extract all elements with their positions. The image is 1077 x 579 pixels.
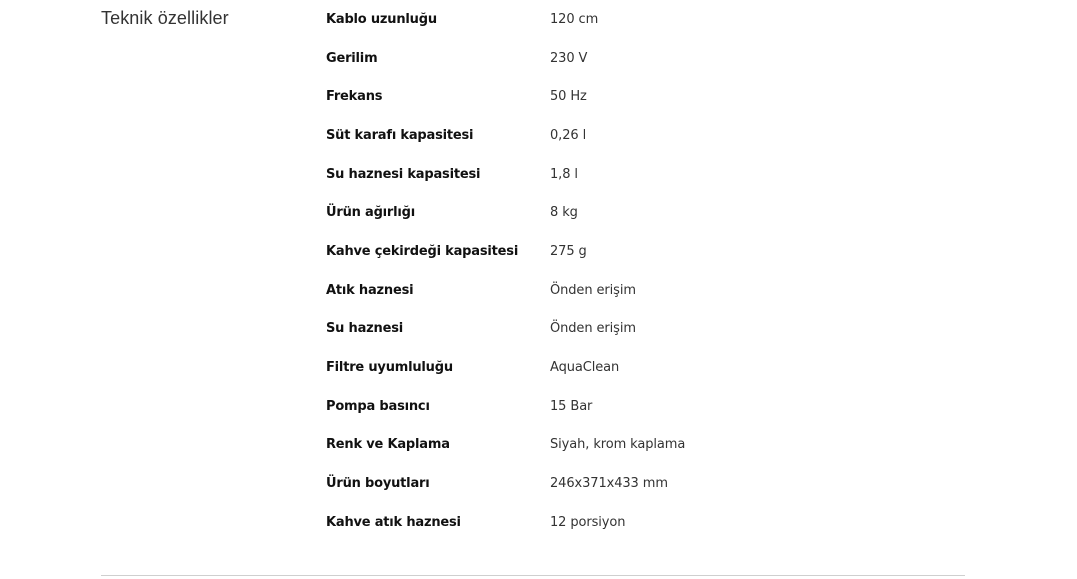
spec-row xyxy=(326,116,966,155)
spec-value: 246x371x433 mm xyxy=(550,476,668,492)
spec-label: Pompa basıncı xyxy=(326,398,430,414)
spec-label: Filtre uyumluluğu xyxy=(326,360,453,376)
spec-row xyxy=(326,0,966,39)
spec-label: Gerilim xyxy=(326,50,378,66)
spec-value: Önden erişim xyxy=(550,282,636,298)
spec-value: Önden erişim xyxy=(550,321,636,337)
spec-label: Kahve atık haznesi xyxy=(326,514,461,530)
spec-value: 8 kg xyxy=(550,205,578,221)
spec-row xyxy=(326,387,966,426)
spec-label: Su haznesi xyxy=(326,321,404,337)
spec-row xyxy=(326,77,966,116)
spec-label: Frekans xyxy=(326,89,383,105)
spec-label: Süt karafı kapasitesi xyxy=(326,127,474,143)
spec-row xyxy=(326,155,966,194)
spec-label: Ürün ağırlığı xyxy=(326,205,416,221)
spec-value: 230 V xyxy=(550,50,588,66)
spec-label: Renk ve Kaplama xyxy=(326,437,450,453)
spec-value: 1,8 l xyxy=(550,166,578,182)
spec-row xyxy=(326,271,966,310)
spec-row xyxy=(326,348,966,387)
spec-row xyxy=(326,426,966,465)
spec-value: Siyah, krom kaplama xyxy=(550,437,686,453)
spec-label: Ürün boyutları xyxy=(326,476,430,492)
spec-value: 275 g xyxy=(550,243,587,259)
spec-value: AquaClean xyxy=(550,360,620,376)
spec-value: 15 Bar xyxy=(550,398,593,414)
spec-row xyxy=(326,232,966,271)
spec-row xyxy=(326,310,966,349)
spec-row xyxy=(326,503,966,542)
spec-value: 12 porsiyon xyxy=(550,514,626,530)
spec-label: Kablo uzunluğu xyxy=(326,11,437,27)
spec-value: 0,26 l xyxy=(550,127,587,143)
spec-row xyxy=(326,464,966,503)
section-title: Teknik özellikler xyxy=(101,8,229,28)
spec-table xyxy=(326,0,966,542)
spec-value: 50 Hz xyxy=(550,89,587,105)
spec-value: 120 cm xyxy=(550,11,599,27)
spec-label: Kahve çekirdeği kapasitesi xyxy=(326,243,519,259)
spec-label: Atık haznesi xyxy=(326,282,414,298)
spec-label: Su haznesi kapasitesi xyxy=(326,166,481,182)
spec-row xyxy=(326,193,966,232)
spec-row xyxy=(326,39,966,78)
section-divider xyxy=(101,575,965,576)
